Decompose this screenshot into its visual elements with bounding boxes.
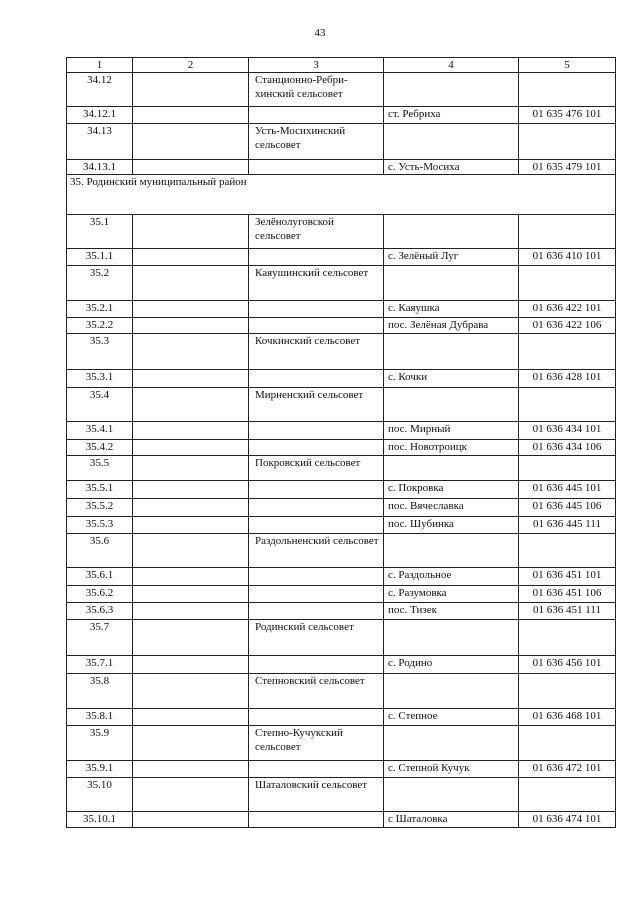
empty-cell	[384, 266, 519, 301]
empty-cell	[133, 674, 249, 709]
council-row	[67, 726, 616, 761]
row-number: 35.3	[67, 334, 133, 370]
row-number: 35.6.2	[67, 586, 133, 603]
empty-cell	[519, 124, 616, 160]
empty-cell	[384, 73, 519, 107]
settlement-row	[67, 249, 616, 266]
empty-cell	[249, 709, 384, 726]
settlement-code: 01 636 445 106	[519, 499, 616, 517]
council-name: Усть-Мосихинский сельсовет	[249, 124, 384, 160]
empty-cell	[133, 73, 249, 107]
settlement-name: с. Покровка	[384, 481, 519, 499]
settlement-name: с Шаталовка	[384, 812, 519, 828]
empty-cell	[133, 456, 249, 481]
empty-cell	[133, 481, 249, 499]
empty-cell	[133, 422, 249, 440]
empty-cell	[133, 499, 249, 517]
settlement-name: пос. Мирный	[384, 422, 519, 440]
settlement-table	[66, 57, 616, 828]
row-number: 35.10.1	[67, 812, 133, 828]
settlement-row	[67, 656, 616, 674]
header-cell-3: 3	[249, 58, 384, 73]
row-number: 35.6.1	[67, 568, 133, 586]
empty-cell	[133, 160, 249, 175]
settlement-row	[67, 301, 616, 318]
empty-cell	[519, 534, 616, 568]
settlement-code: 01 636 422 101	[519, 301, 616, 318]
empty-cell	[519, 620, 616, 656]
settlement-code: 01 636 445 101	[519, 481, 616, 499]
empty-cell	[249, 422, 384, 440]
row-number: 35.5.3	[67, 517, 133, 534]
empty-cell	[519, 73, 616, 107]
empty-cell	[519, 778, 616, 812]
row-number: 35.7	[67, 620, 133, 656]
empty-cell	[133, 517, 249, 534]
empty-cell	[133, 107, 249, 124]
empty-cell	[133, 370, 249, 388]
council-row	[67, 215, 616, 249]
empty-cell	[133, 534, 249, 568]
row-number: 35.1	[67, 215, 133, 249]
row-number: 35.3.1	[67, 370, 133, 388]
council-name: Раздольненский сельсовет	[249, 534, 384, 568]
empty-cell	[249, 249, 384, 266]
empty-cell	[133, 215, 249, 249]
row-number: 35.5	[67, 456, 133, 481]
settlement-row	[67, 318, 616, 334]
settlement-row	[67, 440, 616, 456]
empty-cell	[133, 603, 249, 620]
empty-cell	[384, 334, 519, 370]
settlement-code: 01 635 476 101	[519, 107, 616, 124]
settlement-row	[67, 422, 616, 440]
council-row	[67, 124, 616, 160]
empty-cell	[249, 568, 384, 586]
settlement-code: 01 636 445 111	[519, 517, 616, 534]
row-number: 35.9.1	[67, 761, 133, 778]
empty-cell	[133, 568, 249, 586]
empty-cell	[133, 388, 249, 422]
settlement-code: 01 636 474 101	[519, 812, 616, 828]
empty-cell	[249, 318, 384, 334]
settlement-name: с. Степной Кучук	[384, 761, 519, 778]
empty-cell	[133, 656, 249, 674]
settlement-name: пос. Тизек	[384, 603, 519, 620]
row-number: 35.8.1	[67, 709, 133, 726]
settlement-code: 01 636 468 101	[519, 709, 616, 726]
empty-cell	[249, 160, 384, 175]
council-name: Станционно-Ребри-хинский сельсовет	[249, 73, 384, 107]
settlement-code: 01 636 422 106	[519, 318, 616, 334]
settlement-name: пос. Шубинка	[384, 517, 519, 534]
row-number: 34.12.1	[67, 107, 133, 124]
council-row	[67, 778, 616, 812]
empty-cell	[249, 107, 384, 124]
empty-cell	[133, 709, 249, 726]
council-name: Шаталовский сельсовет	[249, 778, 384, 812]
row-number: 35.2	[67, 266, 133, 301]
row-number: 35.5.1	[67, 481, 133, 499]
settlement-row	[67, 568, 616, 586]
settlement-name: с. Зелёный Луг	[384, 249, 519, 266]
settlement-row	[67, 812, 616, 828]
empty-cell	[519, 456, 616, 481]
council-name: Степновский сельсовет	[249, 674, 384, 709]
settlement-name: с. Усть-Мосиха	[384, 160, 519, 175]
council-row	[67, 674, 616, 709]
settlement-row	[67, 370, 616, 388]
row-number: 34.13.1	[67, 160, 133, 175]
row-number: 35.6	[67, 534, 133, 568]
empty-cell	[519, 388, 616, 422]
settlement-name: с. Степное	[384, 709, 519, 726]
row-number: 35.1.1	[67, 249, 133, 266]
empty-cell	[133, 586, 249, 603]
header-cell-4: 4	[384, 58, 519, 73]
empty-cell	[249, 812, 384, 828]
council-row	[67, 334, 616, 370]
empty-cell	[249, 586, 384, 603]
empty-cell	[133, 620, 249, 656]
settlement-code: 01 636 451 111	[519, 603, 616, 620]
settlement-row	[67, 603, 616, 620]
council-name: Степно-Кучукский сельсовет	[249, 726, 384, 761]
empty-cell	[133, 778, 249, 812]
council-row	[67, 266, 616, 301]
empty-cell	[519, 674, 616, 709]
settlement-code: 01 636 451 106	[519, 586, 616, 603]
empty-cell	[133, 761, 249, 778]
empty-cell	[249, 440, 384, 456]
page-number: 43	[314, 27, 326, 39]
settlement-name: пос. Зелёная Дубрава	[384, 318, 519, 334]
settlement-name: ст. Ребриха	[384, 107, 519, 124]
empty-cell	[384, 388, 519, 422]
empty-cell	[384, 215, 519, 249]
empty-cell	[384, 456, 519, 481]
row-number: 35.2.2	[67, 318, 133, 334]
settlement-code: 01 636 472 101	[519, 761, 616, 778]
header-cell-2: 2	[133, 58, 249, 73]
settlement-name: пос. Новотроицк	[384, 440, 519, 456]
empty-cell	[133, 812, 249, 828]
empty-cell	[384, 778, 519, 812]
settlement-row	[67, 586, 616, 603]
row-number: 35.2.1	[67, 301, 133, 318]
settlement-row	[67, 709, 616, 726]
row-number: 35.4.2	[67, 440, 133, 456]
section-title: 35. Родинский муниципальный район	[67, 175, 616, 215]
settlement-code: 01 635 479 101	[519, 160, 616, 175]
settlement-row	[67, 481, 616, 499]
header-cell-5: 5	[519, 58, 616, 73]
empty-cell	[384, 534, 519, 568]
council-name: Каяушинский сельсовет	[249, 266, 384, 301]
council-name: Зелёнолуговской сельсовет	[249, 215, 384, 249]
empty-cell	[249, 481, 384, 499]
empty-cell	[133, 301, 249, 318]
row-number: 34.12	[67, 73, 133, 107]
row-number: 35.7.1	[67, 656, 133, 674]
council-name: Родинский сельсовет	[249, 620, 384, 656]
council-row	[67, 620, 616, 656]
row-number: 35.6.3	[67, 603, 133, 620]
row-number: 35.5.2	[67, 499, 133, 517]
empty-cell	[133, 249, 249, 266]
row-number: 35.10	[67, 778, 133, 812]
empty-cell	[133, 124, 249, 160]
council-name: Покровский сельсовет	[249, 456, 384, 481]
settlement-name: с. Кочки	[384, 370, 519, 388]
empty-cell	[384, 620, 519, 656]
empty-cell	[519, 334, 616, 370]
empty-cell	[133, 266, 249, 301]
empty-cell	[384, 674, 519, 709]
settlement-row	[67, 499, 616, 517]
settlement-code: 01 636 434 106	[519, 440, 616, 456]
empty-cell	[519, 726, 616, 761]
header-cell-1: 1	[67, 58, 133, 73]
empty-cell	[249, 301, 384, 318]
settlement-row	[67, 517, 616, 534]
row-number: 35.4.1	[67, 422, 133, 440]
empty-cell	[133, 726, 249, 761]
settlement-row	[67, 107, 616, 124]
settlement-code: 01 636 456 101	[519, 656, 616, 674]
empty-cell	[249, 603, 384, 620]
settlement-name: с. Родино	[384, 656, 519, 674]
empty-cell	[249, 656, 384, 674]
council-name: Мирненский сельсовет	[249, 388, 384, 422]
empty-cell	[519, 266, 616, 301]
empty-cell	[133, 318, 249, 334]
empty-cell	[384, 124, 519, 160]
empty-cell	[519, 215, 616, 249]
settlement-name: с. Каяушка	[384, 301, 519, 318]
empty-cell	[133, 440, 249, 456]
empty-cell	[133, 334, 249, 370]
settlement-code: 01 636 451 101	[519, 568, 616, 586]
empty-cell	[249, 517, 384, 534]
empty-cell	[249, 499, 384, 517]
row-number: 35.9	[67, 726, 133, 761]
settlement-row	[67, 761, 616, 778]
settlement-name: с. Раздольное	[384, 568, 519, 586]
empty-cell	[249, 761, 384, 778]
row-number: 34.13	[67, 124, 133, 160]
empty-cell	[384, 726, 519, 761]
row-number: 35.8	[67, 674, 133, 709]
settlement-code: 01 636 434 101	[519, 422, 616, 440]
section-row	[67, 175, 616, 215]
settlement-name: пос. Вячеславка	[384, 499, 519, 517]
settlement-code: 01 636 428 101	[519, 370, 616, 388]
settlement-row	[67, 160, 616, 175]
settlement-code: 01 636 410 101	[519, 249, 616, 266]
council-name: Кочкинский сельсовет	[249, 334, 384, 370]
table-header-row	[67, 58, 616, 73]
row-number: 35.4	[67, 388, 133, 422]
council-row	[67, 73, 616, 107]
council-row	[67, 534, 616, 568]
council-row	[67, 388, 616, 422]
empty-cell	[249, 370, 384, 388]
settlement-name: с. Разумовка	[384, 586, 519, 603]
council-row	[67, 456, 616, 481]
